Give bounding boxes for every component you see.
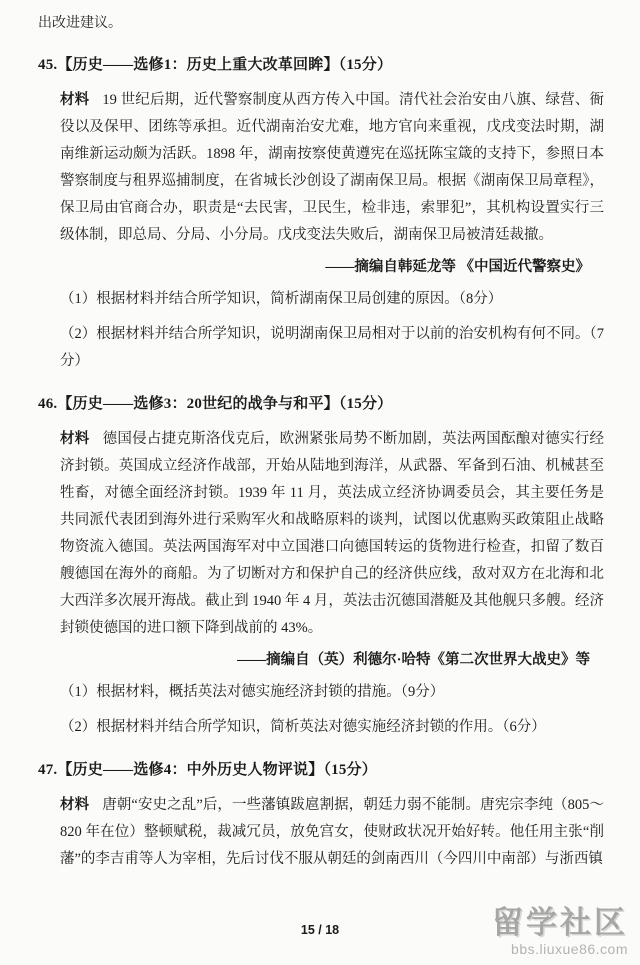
question-47 [38, 757, 604, 873]
material-paragraph [60, 87, 604, 249]
material-label: 材料 [60, 797, 90, 813]
material-paragraph [60, 792, 604, 873]
material-text: 唐朝“安史之乱”后，一些藩镇跋扈割据，朝廷力弱不能制。唐宪宗李纯（805～820 年在位）整顿赋税，裁减冗员，放免宫女，使财政状况开始好转。他任用主张“削藩”的李吉甫等人为宰相，先后讨伐不服从朝廷的剑南西川（今四川中南部）与浙西镇 [60, 797, 604, 867]
watermark-logo-text: 留学社区 [492, 904, 628, 940]
material-label: 材料 [60, 92, 90, 108]
material-text: 德国侵占捷克斯洛伐克后，欧洲紧张局势不断加剧，英法两国酝酿对德实行经济封锁。英国成立经济作战部，开始从陆地到海洋，从武器、军备到石油、机械甚至牲畜，对德全面经济封锁。1939 年 11 月，英法成立经济协调委员会，其主要任务是共同派代表团到海外进行采购军火和战略原料的谈判，试图以优惠购买政策阻止战略物资流入德国。英法两国海军对中立国港口向德国转运的货物进行检查，扣留了数百艘德国在海外的商船。为了切断对方和保护自己的经济供应线，敌对双方在北海和北大西洋多次展开海战。截止到 1940 年 4 月，英法击沉德国潜艇及其他舰只多艘。经济封锁使德国的进口额下降到战前的 43%。 [60, 431, 605, 636]
sub-question-2: （2）根据材料并结合所学知识，简析英法对德实施经济封锁的作用。（6分） [60, 719, 546, 735]
watermark-url: bbs.liuxue86.com [511, 940, 628, 957]
question-45-heading: 45.【历史——选修1：历史上重大改革回眸】（15分） [38, 57, 393, 73]
question-46 [38, 391, 604, 741]
material-paragraph [60, 426, 604, 642]
material-text: 19 世纪后期，近代警察制度从西方传入中国。清代社会治安由八旗、绿营、衙役以及保甲、团练等承担。近代湖南治安尤难，地方官向来重视，戊戌变法时期，湖南维新运动颇为活跃。1898 年，湖南按察使黄遵宪在巡抚陈宝箴的支持下，参照日本警察制度与租界巡捕制度，在省城长沙创设了湖南保卫局。根据《湖南保卫局章程》，保卫局由官商合办，职责是“去民害，卫民生，检非违，索罪犯”，其机构设置实行三级体制，即总局、分局、小分局。戊戌变法失败后，湖南保卫局被清廷裁撤。 [60, 92, 605, 243]
continuation-text: 出改进建议。 [38, 16, 122, 31]
page-number: 15 / 18 [300, 923, 340, 937]
sub-question-1: （1）根据材料，概括英法对德实施经济封锁的措施。（9分） [60, 684, 445, 700]
question-47-body [38, 792, 604, 873]
source-attribution: ——摘编自韩延龙等 《中国近代警察史》 [325, 259, 590, 275]
material-label: 材料 [60, 431, 90, 447]
sub-question-1: （1）根据材料并结合所学知识，简析湖南保卫局创建的原因。（8分） [60, 291, 503, 307]
question-45 [38, 52, 604, 375]
source-attribution: ——摘编自（英）利德尔·哈特《第二次世界大战史》等 [237, 652, 590, 668]
question-47-heading: 47.【历史——选修4：中外历史人物评说】（15分） [38, 762, 377, 778]
question-46-heading: 46.【历史——选修3：20世纪的战争与和平】（15分） [38, 396, 393, 412]
question-46-body [38, 426, 604, 741]
sub-question-2: （2）根据材料并结合所学知识，说明湖南保卫局相对于以前的治安机构有何不同。（7分） [60, 326, 604, 369]
site-watermark [492, 906, 628, 957]
question-45-body [38, 87, 604, 375]
